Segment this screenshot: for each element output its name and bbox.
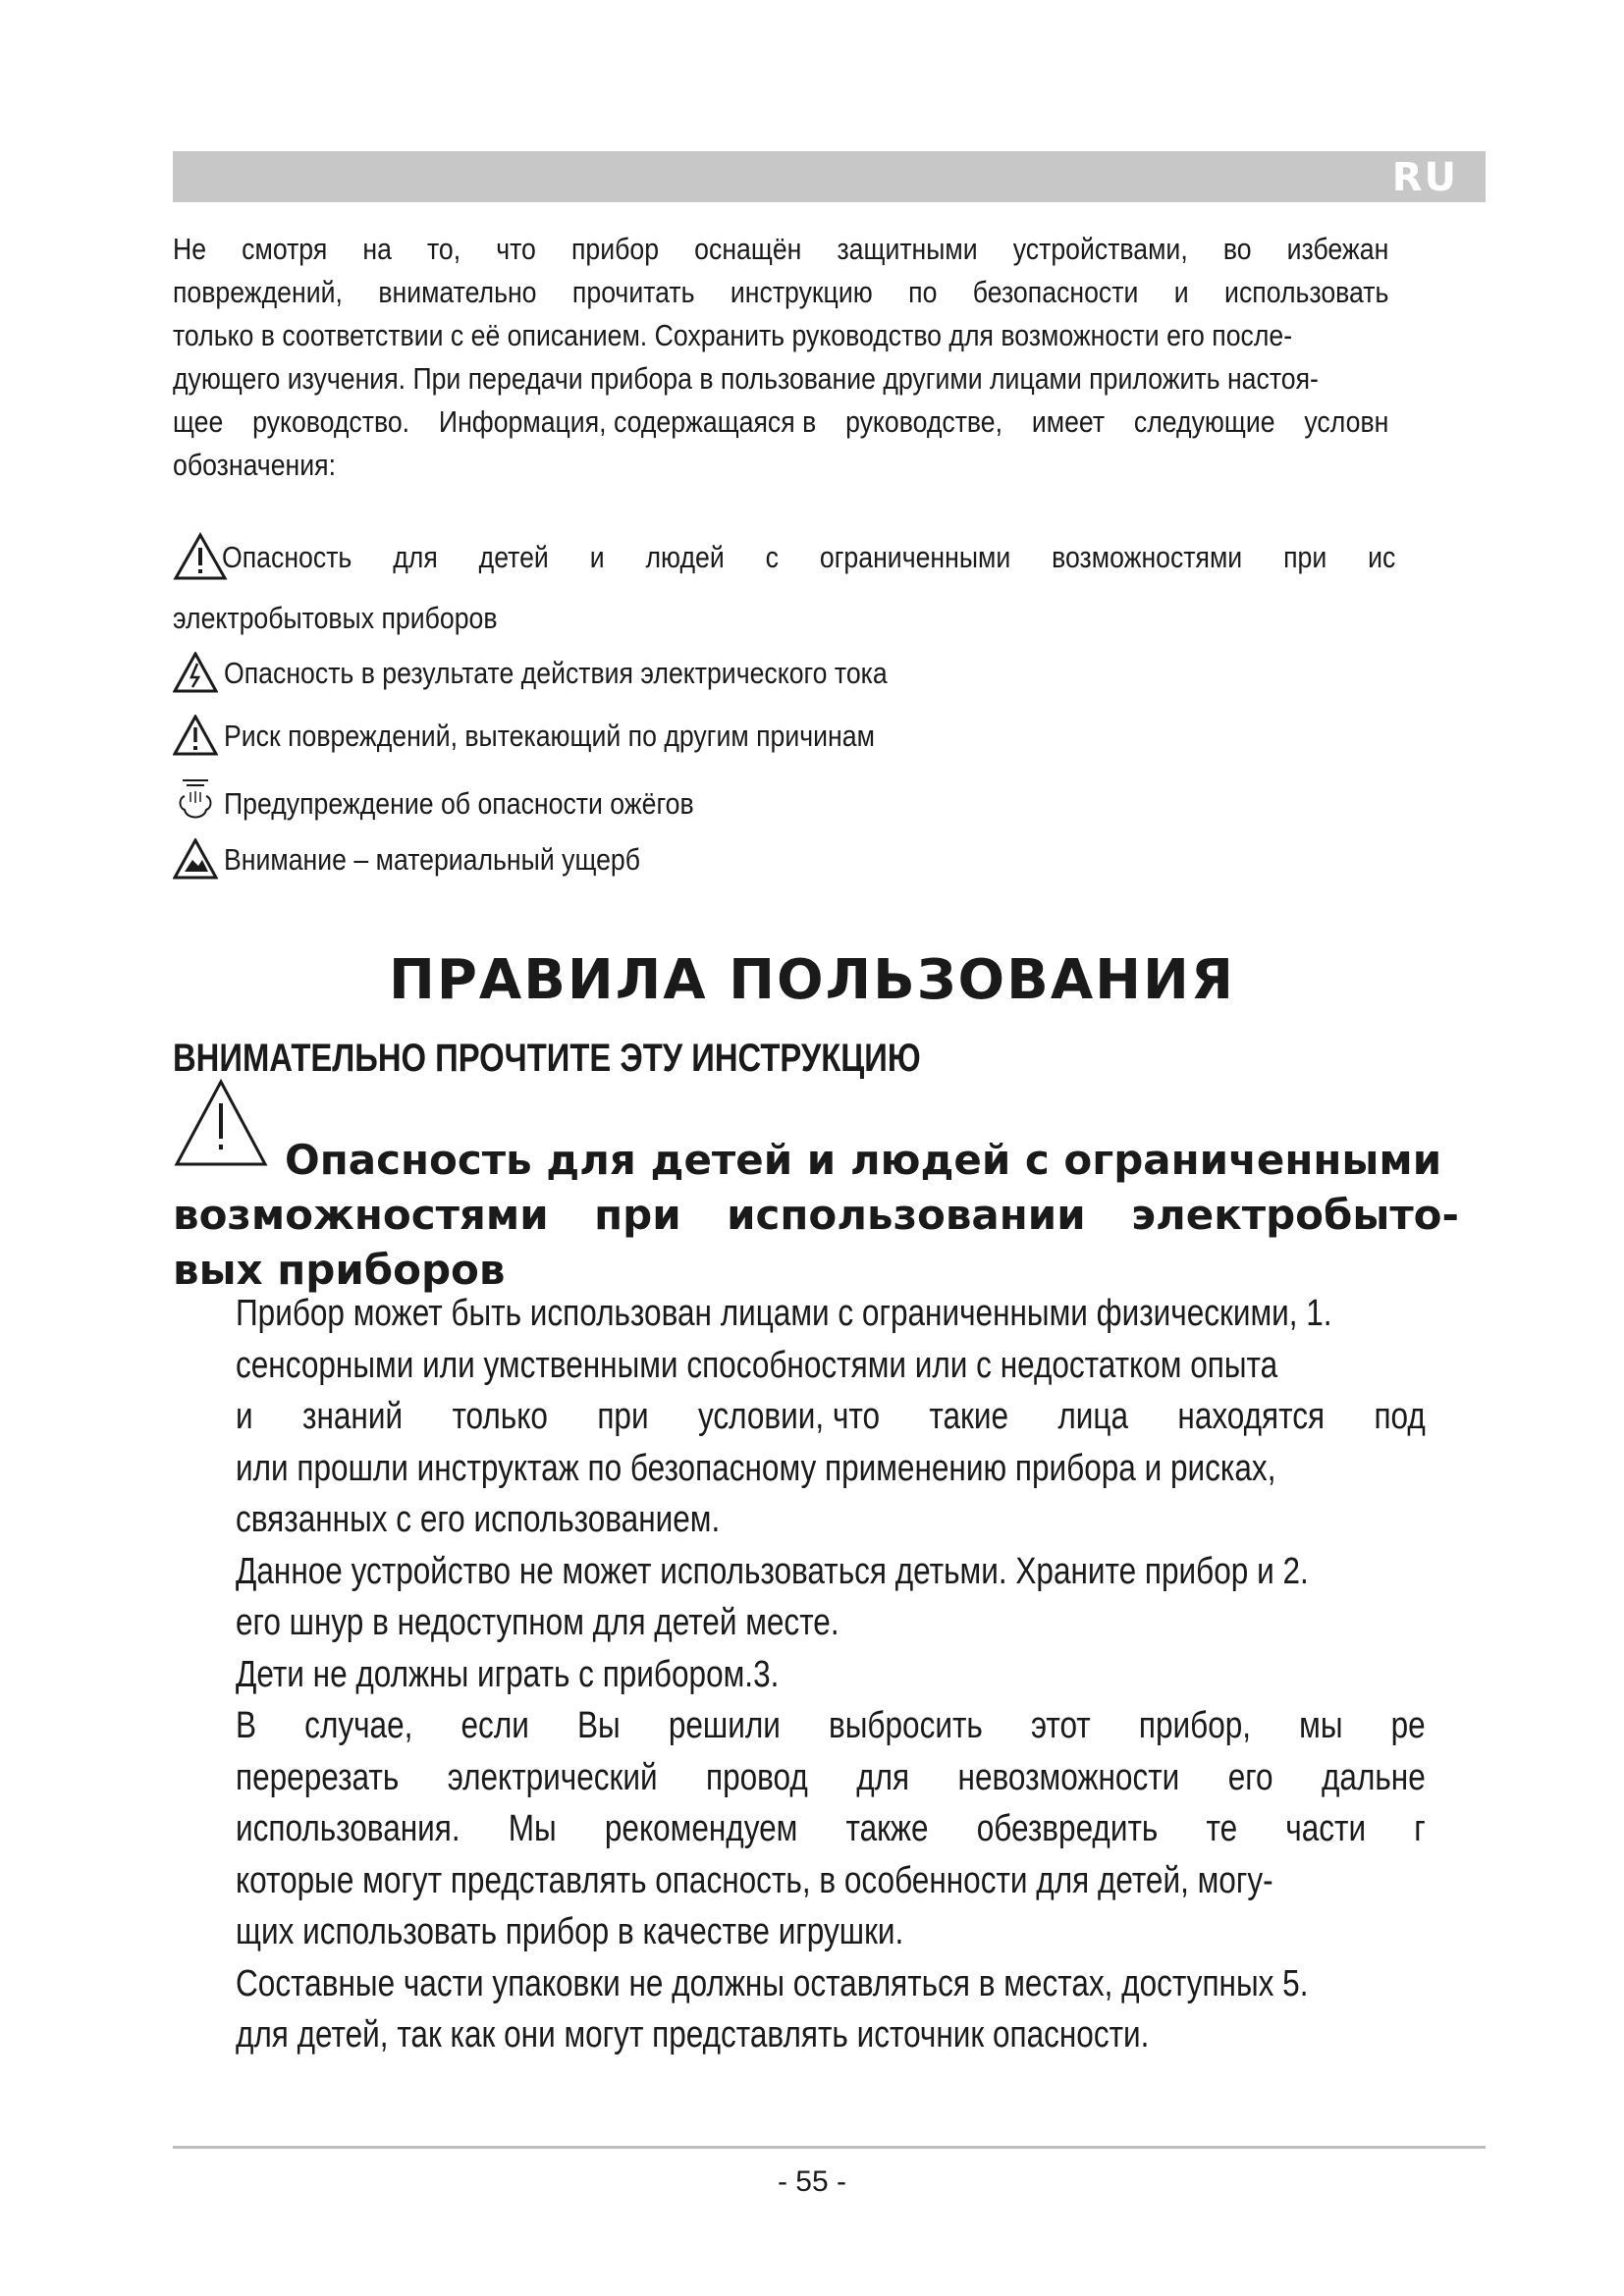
word: такие [929,1396,1009,1437]
word: Опасность [222,540,352,574]
word: использования. [236,1808,460,1849]
intro-line [173,400,1388,444]
word: при [597,1396,649,1437]
legend-item-material-damage [173,838,708,880]
intro-line: обозначения: [173,448,336,482]
word: обезвредить [976,1808,1159,1849]
word: использовании [727,1191,1086,1239]
legend-item-label: Внимание – материальный ущерб [224,842,641,877]
warning-triangle-icon [173,715,218,756]
section-heading-line [173,1188,1459,1243]
material-damage-icon [173,838,218,880]
word: Мы [508,1808,557,1849]
word: по [908,275,938,309]
rules-list [236,1288,1426,2061]
word: руководстве, [845,404,1003,439]
legend-item-continuation: электробытовых приборов [173,601,498,635]
word: ре [1390,1705,1426,1746]
word: его [1227,1756,1273,1798]
rule-line: Прибор может быть использован лицами с ограниченными физическими, 1. [236,1293,1332,1334]
word: что [496,232,536,266]
word: безопасности [972,275,1139,309]
rule-line: Дети не должны играть с прибором.3. [236,1653,780,1695]
rule-line: щих использовать прибор в качестве игрушки. [236,1911,904,1952]
word: руководство. [252,404,410,439]
word: ограниченными [819,540,1011,574]
word: защитными [837,232,978,266]
word: г [1414,1808,1426,1849]
word: мы [1299,1705,1343,1746]
word: во [1222,232,1252,266]
word: В [236,1705,257,1746]
word: то, [427,232,461,266]
word: и [236,1396,253,1437]
rule-line: которые могут представлять опасность, в особенности для детей, могу- [236,1859,1273,1901]
word: при [594,1191,681,1239]
section-heading [173,1133,1489,1298]
word: следующие [1133,404,1275,439]
word: выбросить [828,1705,983,1746]
word: смотря [242,232,328,266]
word: инструкцию [730,275,873,309]
legend-item-label: Предупреждение об опасности ожёгов [224,786,694,821]
word: оснащён [694,232,802,266]
intro-paragraph [173,228,1388,487]
word: лица [1057,1396,1129,1437]
rule-line: Составные части упаковки не должны оставляться в местах, доступных 5. [236,1962,1309,2004]
rule-line: связанных с его использованием. [236,1499,721,1540]
word: только [452,1396,548,1437]
word: Информация, содержащаяся в [438,404,817,439]
word: избежан [1286,232,1389,266]
word: устройствами, [1012,232,1188,266]
hot-surface-icon [173,776,218,824]
word: если [460,1705,529,1746]
word: условии, что [697,1396,881,1437]
subtitle: ВНИМАТЕЛЬНО ПРОЧТИТЕ ЭТУ ИНСТРУКЦИЮ [173,1037,921,1080]
intro-line: только в соответствии с её описанием. Сохранить руководство для возможности его после- [173,318,1293,352]
word: электрический [447,1756,658,1798]
rule-line [236,1752,1426,1804]
section-heading-line: Опасность для детей и людей с ограниченными [285,1136,1442,1184]
word: прочитать [571,275,695,309]
word: провод [705,1756,808,1798]
footer-divider [173,2146,1486,2149]
legend-item-electric [173,652,996,693]
word: рекомендуем [604,1808,798,1849]
word: использовать [1224,275,1389,309]
word: и [1173,275,1189,309]
rule-line [236,1803,1426,1855]
legend-item-label [222,538,1395,577]
word: прибор, [1138,1705,1252,1746]
legend-item-burn [173,776,771,824]
word: возможностями [173,1191,549,1239]
word: имеет [1031,404,1106,439]
page-title: ПРАВИЛА ПОЛЬЗОВАНИЯ [388,948,1236,1012]
word: при [1283,540,1327,574]
word: внимательно [378,275,537,309]
word: невозможности [957,1756,1180,1798]
word: также [845,1808,929,1849]
word: для [393,540,438,574]
rule-line: сенсорными или умственными способностями или с недостатком опыта [236,1344,1278,1386]
word: части [1285,1808,1367,1849]
word: повреждений, [173,275,343,309]
word: с [765,540,779,574]
rule-line [236,1391,1426,1443]
word: те [1206,1808,1238,1849]
word: случае, [304,1705,413,1746]
legend-item-other-risk [173,715,981,756]
language-label: RU [1391,155,1458,200]
rule-line: его шнур в недоступном для детей месте. [236,1602,839,1643]
electric-shock-icon [173,652,218,693]
word: перерезать [236,1756,400,1798]
intro-line: дующего изучения. При передачи прибора в пользование другими лицами приложить настоя- [173,361,1319,396]
page-number: - 55 - [777,2165,847,2198]
word: прибор [570,232,660,266]
word: возможностями [1052,540,1243,574]
word: Не [173,232,207,266]
intro-line [173,271,1388,314]
word: условн [1304,404,1389,439]
word: и [589,540,605,574]
warning-triangle-icon [173,532,228,581]
word: дальне [1322,1756,1426,1798]
word: на [362,232,392,266]
intro-line [173,228,1388,271]
word: щее [173,404,224,439]
section-heading-line: вых приборов [173,1246,506,1294]
word: решили [668,1705,781,1746]
word: знаний [302,1396,404,1437]
word: Вы [576,1705,621,1746]
rule-line: Данное устройство не может использоваться детьми. Храните прибор и 2. [236,1550,1309,1592]
word: для [856,1756,910,1798]
rule-line [236,1700,1426,1752]
word: детей [478,540,549,574]
rule-line: для детей, так как они могут представлять источник опасности. [236,2014,1150,2056]
header-bar [173,151,1486,202]
word: этот [1030,1705,1091,1746]
word: ис [1368,540,1396,574]
legend-item-label: Опасность в результате действия электрического тока [224,656,888,690]
word: электробыто- [1131,1191,1459,1239]
rule-line: или прошли инструктаж по безопасному применению прибора и рисках, [236,1447,1276,1489]
legend-item-children [173,538,1587,577]
word: под [1374,1396,1426,1437]
word: людей [645,540,725,574]
legend-item-label: Риск повреждений, вытекающий по другим причинам [224,719,875,753]
word: находятся [1177,1396,1326,1437]
